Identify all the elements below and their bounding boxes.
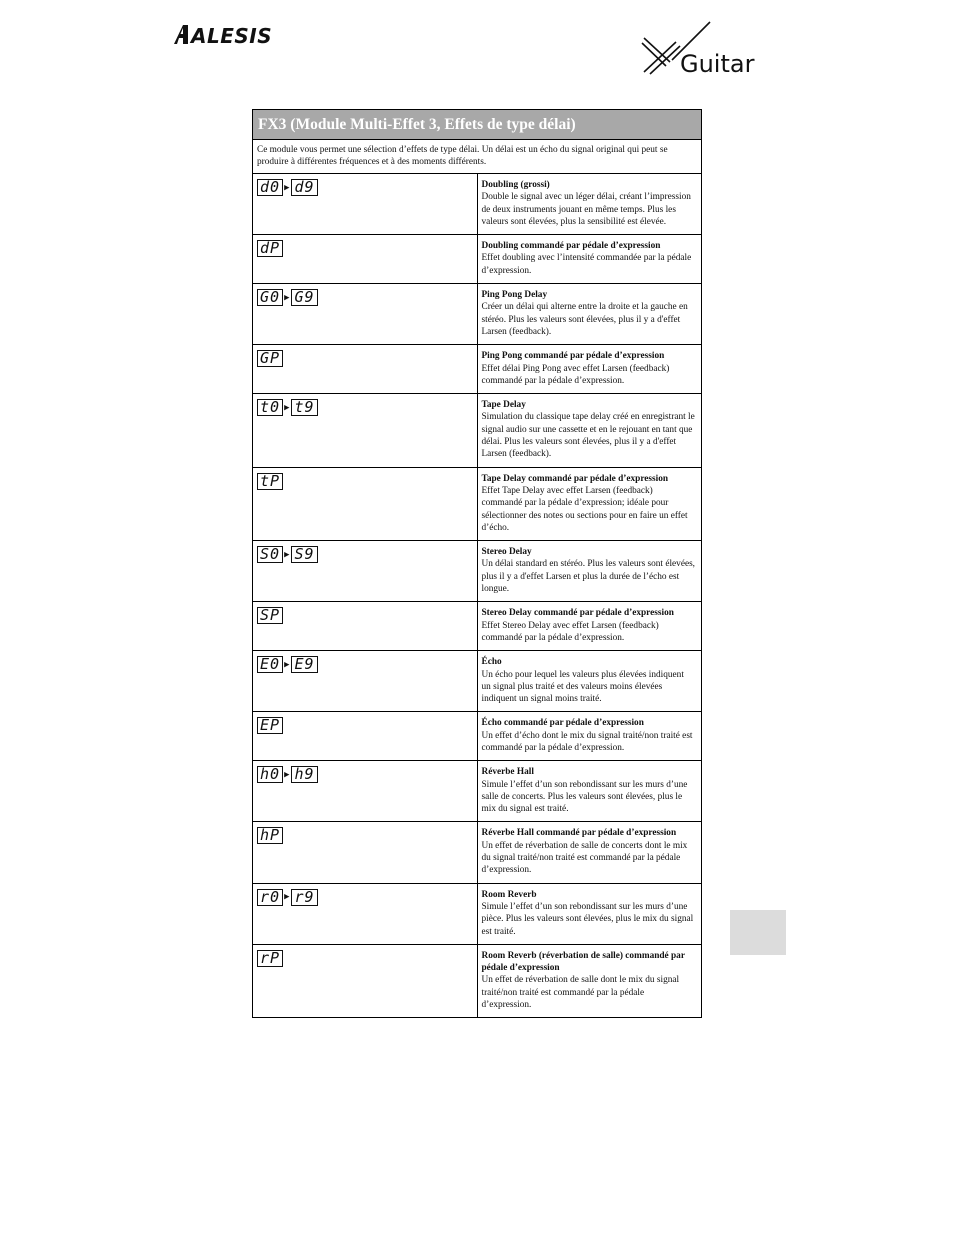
code-from: GP	[257, 350, 283, 367]
arrow-right-icon: ▶	[284, 892, 291, 903]
xguitar-logo	[636, 20, 772, 76]
effect-description: Simule l’effet d’un son rebondissant sur les murs d’une salle de concerts. Plus les valeurs sont élevées, plus le mix du signal est traité.	[481, 779, 688, 815]
effect-desc-cell	[477, 761, 702, 822]
effect-name: Ping Pong commandé par pédale d’expression	[481, 351, 665, 362]
effect-code-cell	[253, 822, 478, 883]
effect-desc-cell	[477, 394, 702, 467]
effect-desc-cell	[477, 883, 702, 944]
code-from: E0	[257, 656, 283, 673]
effect-name: Doubling commandé par pédale d’expression	[481, 241, 661, 252]
effect-row	[253, 174, 702, 235]
code-from: rP	[257, 950, 283, 967]
led-display-code	[257, 546, 318, 563]
led-display-code	[257, 179, 318, 196]
led-display-code	[257, 399, 318, 416]
effect-code-cell	[253, 345, 478, 394]
effect-description: Double le signal avec un léger délai, créant l’impression de deux instruments jouant en même temps. Plus les valeurs sont élevées, plus la sensibilité est élevée.	[481, 192, 691, 227]
code-from: G0	[257, 289, 283, 306]
led-display-code	[257, 889, 318, 906]
effect-name: Stereo Delay	[481, 547, 532, 558]
effect-description: Un effet d’écho dont le mix du signal traité/non traité est commandé par la pédale d’expression.	[481, 730, 693, 753]
effect-name: Doubling (grossi)	[481, 180, 550, 190]
arrow-right-icon: ▶	[284, 402, 291, 413]
code-from: EP	[257, 717, 283, 734]
fx3-table	[252, 109, 702, 1018]
effect-row	[253, 467, 702, 540]
effect-row	[253, 235, 702, 284]
effect-desc-cell	[477, 284, 702, 345]
effect-code-cell	[253, 944, 478, 1017]
led-display-code	[257, 289, 318, 306]
effect-code-cell	[253, 712, 478, 761]
arrow-right-icon: ▶	[284, 292, 291, 303]
arrow-right-icon: ▶	[284, 769, 291, 780]
led-display-code	[257, 607, 283, 624]
alesis-logo	[174, 22, 282, 46]
code-from: t0	[257, 399, 283, 416]
effect-description: Simule l’effet d’un son rebondissant sur les murs d’une pièce. Plus les valeurs sont élevées, plus le mix du signal est traité.	[481, 901, 694, 937]
effect-desc-cell	[477, 651, 702, 712]
code-to: h9	[291, 766, 317, 783]
effect-description: Effet Stereo Delay avec effet Larsen (feedback) commandé par la pédale d’expression.	[481, 620, 659, 643]
arrow-right-icon: ▶	[284, 549, 291, 560]
code-to: S9	[291, 546, 317, 563]
led-display-code	[257, 717, 283, 734]
led-display-code	[257, 656, 318, 673]
alesis-logo-text: ALESIS	[191, 24, 273, 46]
effect-desc-cell	[477, 822, 702, 883]
section-title: FX3 (Module Multi-Effet 3, Effets de type délai)	[258, 116, 576, 133]
effect-name: Room Reverb	[481, 889, 537, 900]
effect-desc-cell	[477, 602, 702, 651]
effect-row	[253, 712, 702, 761]
arrow-right-icon: ▶	[284, 659, 291, 670]
led-display-code	[257, 950, 283, 967]
effect-row	[253, 602, 702, 651]
code-from: SP	[257, 607, 283, 624]
led-display-code	[257, 766, 318, 783]
effect-code-cell	[253, 235, 478, 284]
effect-desc-cell	[477, 712, 702, 761]
title-cell	[253, 110, 702, 140]
code-from: d0	[257, 179, 283, 196]
code-to: G9	[291, 289, 317, 306]
arrow-right-icon: ▶	[284, 182, 291, 193]
code-to: d9	[291, 179, 317, 196]
code-to: t9	[291, 399, 317, 416]
section-intro: Ce module vous permet une sélection d’effets de type délai. Un délai est un écho du signal original qui peut se produire à différentes fréquences et à des moments différents.	[253, 140, 702, 174]
code-from: r0	[257, 889, 283, 906]
code-to: E9	[291, 656, 317, 673]
led-display-code	[257, 473, 283, 490]
effect-code-cell	[253, 394, 478, 467]
xguitar-logo-text: Guitar	[680, 50, 755, 76]
effect-name: Tape Delay commandé par pédale d’expression	[481, 473, 669, 484]
effect-code-cell	[253, 883, 478, 944]
effect-description: Un effet de réverbation de salle dont le mix du signal traité/non traité est commandé par la pédale d’expression.	[481, 975, 680, 1011]
intro-row	[253, 140, 702, 174]
code-from: h0	[257, 766, 283, 783]
effect-description: Un effet de réverbation de salle de concerts dont le mix du signal traité/non traité est commandé par la pédale d’expression.	[481, 840, 688, 876]
effect-desc-cell	[477, 345, 702, 394]
effect-desc-cell	[477, 541, 702, 602]
effect-row	[253, 761, 702, 822]
effect-code-cell	[253, 761, 478, 822]
effect-desc-cell	[477, 467, 702, 540]
effect-row	[253, 651, 702, 712]
effect-code-cell	[253, 541, 478, 602]
effect-desc-cell	[477, 235, 702, 284]
led-display-code	[257, 827, 283, 844]
led-display-code	[257, 240, 283, 257]
effect-desc-cell	[477, 944, 702, 1017]
effect-description: Un délai standard en stéréo. Plus les valeurs sont élevées, plus il y a d'effet Larsen et plus la durée de l’écho est longue.	[481, 559, 696, 595]
effect-code-cell	[253, 467, 478, 540]
code-from: dP	[257, 240, 283, 257]
effect-row	[253, 345, 702, 394]
effect-description: Simulation du classique tape delay créé en enregistrant le signal audio sur une cassette et en le rejouant en tant que délai. Plus les valeurs sont élevées, plus il y a d'effet Larsen (feedback).	[481, 412, 695, 460]
effect-code-cell	[253, 651, 478, 712]
effect-name: Réverbe Hall	[481, 767, 534, 778]
effect-description: Effet délai Ping Pong avec effet Larsen (feedback) commandé par la pédale d’expression.	[481, 363, 670, 386]
effect-row	[253, 944, 702, 1017]
effect-description: Effet doubling avec l’intensité commandée par la pédale d’expression.	[481, 253, 692, 276]
led-display-code	[257, 350, 283, 367]
effect-description: Effet Tape Delay avec effet Larsen (feedback) commandé par la pédale d’expression; idéale pour sélectionner des notes ou sections pour en faire un effet d’écho.	[481, 485, 688, 533]
code-from: tP	[257, 473, 283, 490]
effect-row	[253, 394, 702, 467]
title-row	[253, 110, 702, 140]
code-to: r9	[291, 889, 317, 906]
effect-row	[253, 541, 702, 602]
code-from: hP	[257, 827, 283, 844]
effect-description: Un écho pour lequel les valeurs plus élevées indiquent un signal plus traité et des valeurs moins élevées indiquent un signal moins traité.	[481, 669, 684, 705]
effect-row	[253, 284, 702, 345]
effect-code-cell	[253, 602, 478, 651]
page-tab	[730, 910, 786, 955]
effect-name: Écho	[481, 657, 502, 668]
effect-row	[253, 883, 702, 944]
effect-name: Tape Delay	[481, 400, 526, 411]
effect-name: Room Reverb (réverbation de salle) commandé par pédale d’expression	[481, 950, 685, 974]
effect-code-cell	[253, 174, 478, 235]
effect-description: Créer un délai qui alterne entre la droite et la gauche en stéréo. Plus les valeurs sont élevées, plus il y a d'effet Larsen (feedback).	[481, 302, 688, 337]
effect-name: Ping Pong Delay	[481, 290, 548, 301]
effect-desc-cell	[477, 174, 702, 235]
effect-name: Stereo Delay commandé par pédale d’expression	[481, 608, 674, 619]
effect-name: Réverbe Hall commandé par pédale d’expression	[481, 828, 677, 839]
effect-name: Écho commandé par pédale d’expression	[481, 718, 644, 729]
effect-row	[253, 822, 702, 883]
effect-code-cell	[253, 284, 478, 345]
code-from: S0	[257, 546, 283, 563]
